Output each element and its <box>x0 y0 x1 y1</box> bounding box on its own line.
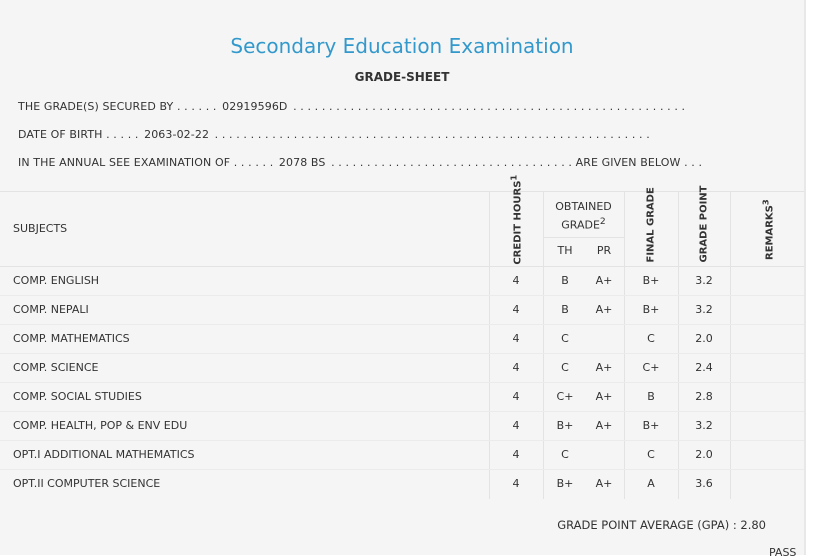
grade-footnote: 2 <box>599 216 606 227</box>
th-grade: C <box>561 332 569 345</box>
pr-grade: A+ <box>595 303 613 316</box>
obtained-grade-divider <box>543 237 624 238</box>
final-grade: B <box>647 390 655 403</box>
pr-grade: A+ <box>595 477 613 490</box>
table-row <box>0 440 804 470</box>
credit-hours: 4 <box>512 332 520 345</box>
grade-label: GRADE <box>561 218 600 232</box>
symbol-number: 02919596D <box>222 100 288 113</box>
table-row <box>0 324 804 354</box>
exam-year-value: 2078 BS <box>278 156 326 169</box>
remarks-footnote: 3 <box>760 199 771 206</box>
table-row <box>0 353 804 383</box>
final-grade: C <box>647 332 655 345</box>
th-grade: B <box>561 303 569 316</box>
table-row <box>0 469 804 498</box>
subject-name: COMP. ENGLISH <box>13 274 100 287</box>
credit-hours: 4 <box>512 303 520 316</box>
credit-hours: 4 <box>512 390 520 403</box>
th-grade: C <box>561 361 569 374</box>
grade-sheet-heading: GRADE-SHEET <box>354 70 450 84</box>
secured-by-label: THE GRADE(S) SECURED BY . . . . . . <box>18 100 217 113</box>
final-grade: C+ <box>642 361 660 374</box>
dob-label: DATE OF BIRTH . . . . . <box>18 128 139 141</box>
table-row <box>0 382 804 412</box>
dob-line <box>18 128 650 141</box>
th-grade: B+ <box>556 477 574 490</box>
subject-name: COMP. SCIENCE <box>13 361 99 374</box>
exam-year-line <box>18 156 702 169</box>
th-grade: C+ <box>556 390 574 403</box>
subjects-header: SUBJECTS <box>13 222 68 235</box>
final-grade: C <box>647 448 655 461</box>
grade-point: 3.2 <box>695 303 713 316</box>
grade-point: 2.4 <box>695 361 713 374</box>
table-row <box>0 411 804 441</box>
result-status: PASS <box>769 546 797 559</box>
remarks-label: REMARKS <box>764 205 776 261</box>
secured-by-line <box>18 100 685 113</box>
pr-header: PR <box>596 244 612 257</box>
th-grade: B+ <box>556 419 574 432</box>
final-grade: A <box>647 477 655 490</box>
pr-grade: A+ <box>595 361 613 374</box>
gpa-summary: GRADE POINT AVERAGE (GPA) : 2.80 <box>557 518 766 532</box>
th-grade: C <box>561 448 569 461</box>
grade-point: 2.0 <box>695 332 713 345</box>
exam-title: Secondary Education Examination <box>230 34 574 58</box>
exam-year-label: IN THE ANNUAL SEE EXAMINATION OF . . . . . . <box>18 156 274 169</box>
final-grade: B+ <box>642 303 660 316</box>
dob-value: 2063-02-22 <box>144 128 210 141</box>
credit-hours: 4 <box>512 274 520 287</box>
final-grade: B+ <box>642 274 660 287</box>
pr-grade: A+ <box>595 274 613 287</box>
obtained-label: OBTAINED <box>555 200 612 213</box>
grade-point: 2.0 <box>695 448 713 461</box>
subject-name: COMP. HEALTH, POP & ENV EDU <box>13 419 188 432</box>
dob-dots: . . . . . . . . . . . . . . . . . . . . . . . . . . . . . . . . . . . . . . . . . . . . . . . . . . . . . . . . . . . . . <box>214 128 650 141</box>
subject-name: COMP. NEPALI <box>13 303 89 316</box>
remarks-header <box>760 192 775 268</box>
grade-point: 3.2 <box>695 274 713 287</box>
grade-point: 2.8 <box>695 390 713 403</box>
credit-hours-label: CREDIT HOURS <box>512 180 524 265</box>
credit-hours-header <box>508 174 524 265</box>
final-grade-header: FINAL GRADE <box>645 187 657 263</box>
secured-by-dots: . . . . . . . . . . . . . . . . . . . . . . . . . . . . . . . . . . . . . . . . . . . . . . . . . . . . . . . <box>293 100 686 113</box>
credit-hours: 4 <box>512 448 520 461</box>
grade-point: 3.2 <box>695 419 713 432</box>
grade-point-header: GRADE POINT <box>698 185 710 263</box>
subject-name: OPT.I ADDITIONAL MATHEMATICS <box>13 448 195 461</box>
subject-name: OPT.II COMPUTER SCIENCE <box>13 477 161 490</box>
pr-grade: A+ <box>595 419 613 432</box>
credit-hours: 4 <box>512 477 520 490</box>
table-row <box>0 266 804 296</box>
subject-name: COMP. SOCIAL STUDIES <box>13 390 142 403</box>
grade-point: 3.6 <box>695 477 713 490</box>
credit-hours-footnote: 1 <box>508 174 519 181</box>
obtained-grade-header <box>543 199 624 233</box>
table-row <box>0 295 804 325</box>
th-header: TH <box>557 244 573 257</box>
credit-hours: 4 <box>512 361 520 374</box>
final-grade: B+ <box>642 419 660 432</box>
credit-hours: 4 <box>512 419 520 432</box>
table-header <box>0 185 804 267</box>
th-grade: B <box>561 274 569 287</box>
pr-grade: A+ <box>595 390 613 403</box>
subject-name: COMP. MATHEMATICS <box>13 332 130 345</box>
exam-year-trail: . . . . . . . . . . . . . . . . . . . . . . . . . . . . . . . . . . ARE GIVEN BELOW . . . <box>331 156 703 169</box>
